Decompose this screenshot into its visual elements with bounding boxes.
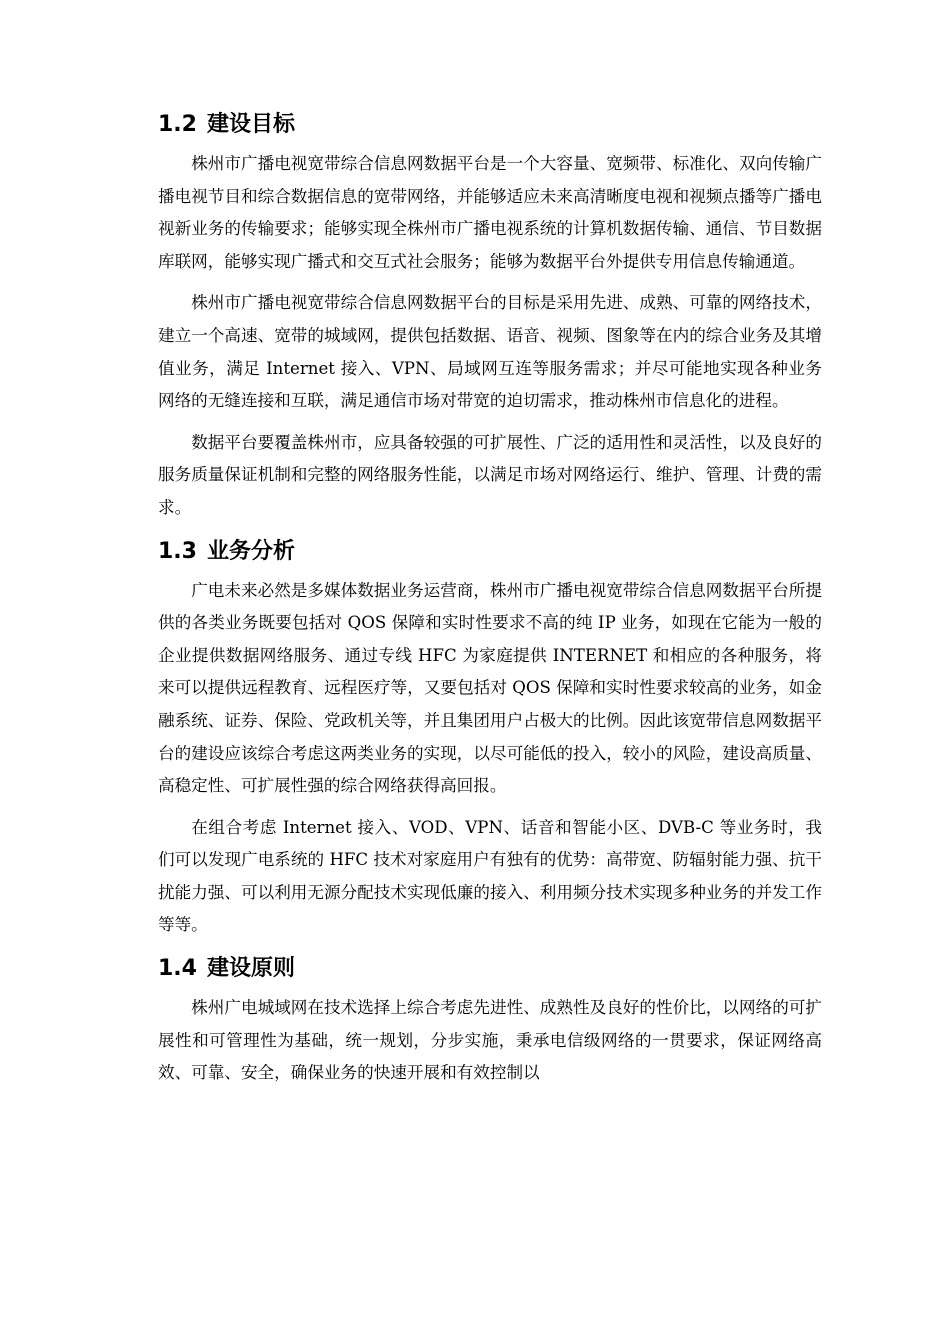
paragraph: 株州广电城域网在技术选择上综合考虑先进性、成熟性及良好的性价比，以网络的可扩展性和可管理性为基础，统一规划，分步实施，秉承电信级网络的一贯要求，保证网络高效、可靠、安全，确保业务的快速开展和有效控制以 — [158, 998, 822, 1083]
paragraph: 在组合考虑 Internet 接入、VOD、VPN、话音和智能小区、DVB-C 等业务时，我们可以发现广电系统的 HFC 技术对家庭用户有独有的优势：高带宽、防辐射能力强、抗干扰能力强、可以利用无源分配技术实现低廉的接入、利用频分技术实现多种业务的并发工作等等。 — [158, 817, 822, 935]
paragraph: 株州市广播电视宽带综合信息网数据平台的目标是采用先进、成熟、可靠的网络技术，建立一个高速、宽带的城域网，提供包括数据、语音、视频、图象等在内的综合业务及其增值业务，满足 Internet 接入、VPN、局域网互连等服务需求；并尽可能地实现各种业务网络的无缝连接和互联，满足通信市场对带宽的迫切需求，推动株州市信息化的进程。 — [158, 293, 822, 411]
section-number: 1.2 — [158, 112, 197, 137]
section-heading — [158, 954, 822, 984]
section-title: 建设原则 — [206, 956, 295, 982]
section-number: 1.4 — [158, 956, 197, 982]
section-title: 建设目标 — [206, 112, 295, 137]
paragraph: 株州市广播电视宽带综合信息网数据平台是一个大容量、宽频带、标准化、双向传输广播电视节目和综合数据信息的宽带网络，并能够适应未来高清晰度电视和视频点播等广播电视新业务的传输要求；能够实现全株州市广播电视系统的计算机数据传输、通信、节目数据库联网，能够实现广播式和交互式社会服务；能够为数据平台外提供专用信息传输通道。 — [158, 154, 822, 271]
paragraph: 数据平台要覆盖株州市，应具备较强的可扩展性、广泛的适用性和灵活性，以及良好的服务质量保证机制和完整的网络服务性能，以满足市场对网络运行、维护、管理、计费的需求。 — [158, 432, 822, 517]
section-1-4 — [158, 954, 822, 1090]
section-heading — [158, 110, 822, 140]
section-title: 业务分析 — [206, 538, 295, 564]
section-heading — [158, 537, 822, 567]
section-number: 1.3 — [158, 538, 197, 564]
section-1-3 — [158, 537, 822, 943]
paragraph: 广电未来必然是多媒体数据业务运营商，株州市广播电视宽带综合信息网数据平台所提供的各类业务既要包括对 QOS 保障和实时性要求不高的纯 IP 业务，如现在它能为一般的企业提供数据网络服务、通过专线 HFC 为家庭提供 INTERNET 和相应的各种服务，将来可以提供远程教育、远程医疗等，又要包括对 QOS 保障和实时性要求较高的业务，如金融系统、证券、保险、党政机关等，并且集团用户占极大的比例。因此该宽带信息网数据平台的建设应该综合考虑这两类业务的实现，以尽可能低的投入，较小的风险，建设高质量、高稳定性、可扩展性强的综合网络获得高回报。 — [158, 580, 822, 796]
section-1-2 — [158, 110, 822, 525]
